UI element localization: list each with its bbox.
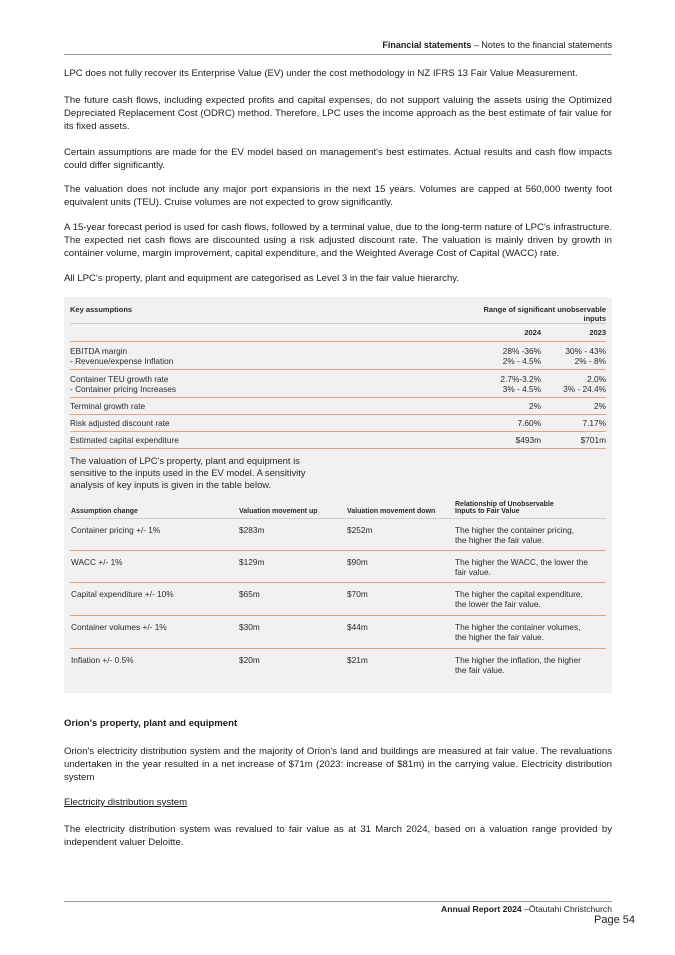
cell-2024-sub: 3% - 4.5% bbox=[502, 384, 541, 394]
table-row bbox=[70, 648, 606, 680]
paragraph-electricity-revaluation: The electricity distribution system was revalued to fair value as at 31 March 2024, based on a valuation range provided by independent valuer Deloitte. bbox=[64, 824, 612, 849]
cell-2024: $493m bbox=[515, 435, 541, 445]
relationship-line1: The higher the WACC, the lower the bbox=[455, 556, 588, 567]
cell-2024: 2% bbox=[529, 401, 541, 411]
row-label: Estimated capital expenditure bbox=[70, 435, 179, 445]
movement-up: $30m bbox=[239, 621, 260, 632]
range-heading: Range of significant unobservable inputs bbox=[483, 305, 606, 323]
row-label: Terminal growth rate bbox=[70, 401, 146, 411]
cell-2024-sub: 2% - 4.5% bbox=[502, 356, 541, 366]
table-row bbox=[70, 342, 606, 370]
footer-report: Annual Report 2024 bbox=[441, 904, 522, 914]
assumption-change: Capital expenditure +/- 10% bbox=[71, 588, 174, 599]
cell-2023: 7.17% bbox=[582, 418, 606, 428]
movement-down: $252m bbox=[347, 524, 373, 535]
cell-2023: 2.0% bbox=[587, 374, 606, 384]
year-2024-heading: 2024 bbox=[524, 328, 541, 337]
relationship-heading-line1: Relationship of Unobservable bbox=[455, 500, 554, 508]
subheading-electricity: Electricity distribution system bbox=[64, 797, 188, 808]
row-sublabel: - Container pricing Increases bbox=[70, 384, 177, 394]
header-subsection: – Notes to the financial statements bbox=[471, 40, 612, 50]
assumption-change: Container pricing +/- 1% bbox=[71, 524, 161, 535]
relationship-line2: the higher the fair value. bbox=[455, 534, 545, 545]
movement-up: $129m bbox=[239, 556, 265, 567]
year-2023-heading: 2023 bbox=[589, 328, 606, 337]
row-label: Container TEU growth rate bbox=[70, 374, 169, 384]
table-row bbox=[70, 582, 606, 615]
paragraph-expansions: The valuation does not include any major port expansions in the next 15 years. Volumes are capped at 560,000 twenty foot equivalent units (TEU). Cruise volumes are not expected to grow significantly. bbox=[64, 184, 612, 209]
movement-down: $90m bbox=[347, 556, 368, 567]
relationship-heading-line2: Inputs to Fair Value bbox=[455, 507, 520, 515]
paragraph-assumptions: Certain assumptions are made for the EV model based on management's best estimates. Actual results and cash flow impacts could differ significantly. bbox=[64, 147, 612, 172]
assumption-change: WACC +/- 1% bbox=[71, 556, 123, 567]
paragraph-level3: All LPC's property, plant and equipment are categorised as Level 3 in the fair value hierarchy. bbox=[64, 273, 460, 284]
movement-down: $70m bbox=[347, 588, 368, 599]
paragraph-odrc: The future cash flows, including expected profits and capital expenses, do not support valuing the assets using the Optimized Depreciated Replacement Cost (ODRC) method. Therefore, LPC uses the income approach as the best estimate of fair value for its fixed assets. bbox=[64, 95, 612, 133]
movement-up: $65m bbox=[239, 588, 260, 599]
movement-down: $21m bbox=[347, 654, 368, 665]
table-row bbox=[70, 518, 606, 550]
key-assumptions-table bbox=[70, 305, 606, 449]
cell-2024: 7.60% bbox=[517, 418, 541, 428]
table-row bbox=[70, 615, 606, 648]
lpc-valuation-panel bbox=[64, 297, 612, 693]
cell-2023-sub: 3% - 24.4% bbox=[563, 384, 606, 394]
table-row bbox=[70, 398, 606, 415]
cell-2023: 30% - 43% bbox=[565, 346, 606, 356]
movement-up: $283m bbox=[239, 524, 265, 535]
table-row bbox=[70, 370, 606, 398]
assumption-change-heading: Assumption change bbox=[71, 507, 138, 515]
assumption-change: Inflation +/- 0.5% bbox=[71, 654, 134, 665]
running-header bbox=[64, 38, 612, 55]
cell-2023-sub: 2% - 8% bbox=[574, 356, 606, 366]
section-heading-orion: Orion's property, plant and equipment bbox=[64, 718, 238, 729]
sensitivity-table bbox=[70, 494, 606, 680]
table-row bbox=[70, 432, 606, 449]
movement-down-heading: Valuation movement down bbox=[347, 507, 436, 515]
table-row bbox=[70, 550, 606, 582]
header-section: Financial statements bbox=[382, 40, 472, 50]
relationship-line1: The higher the capital expenditure, bbox=[455, 588, 583, 599]
cell-2024: 28% -36% bbox=[502, 346, 541, 356]
running-footer bbox=[64, 901, 612, 914]
relationship-line1: The higher the container pricing, bbox=[455, 524, 574, 535]
relationship-line2: the fair value. bbox=[455, 664, 505, 675]
assumption-change: Container volumes +/- 1% bbox=[71, 621, 167, 632]
movement-up-heading: Valuation movement up bbox=[239, 507, 318, 515]
footer-place: –Ōtautahi Christchurch bbox=[521, 904, 612, 914]
row-sublabel: - Revenue/expense Inflation bbox=[70, 356, 174, 366]
paragraph-ev: LPC does not fully recover its Enterprise Value (EV) under the cost methodology in NZ IFRS 13 Fair Value Measurement. bbox=[64, 68, 578, 79]
paragraph-orion-revaluation: Orion's electricity distribution system and the majority of Orion's land and buildings are measured at fair value. The revaluations undertaken in the year resulted in a net increase of $71m (2023: increase of $81m) in the carrying value. Electricity distribution system bbox=[64, 746, 612, 784]
row-label: Risk adjusted discount rate bbox=[70, 418, 170, 428]
relationship-line1: The higher the inflation, the higher bbox=[455, 654, 581, 665]
relationship-line1: The higher the container volumes, bbox=[455, 621, 581, 632]
relationship-line2: the lower the fair value. bbox=[455, 598, 541, 609]
sensitivity-intro: The valuation of LPC's property, plant and equipment is sensitive to the inputs used in the EV model. A sensitivity analysis of key inputs is given in the table below. bbox=[70, 455, 306, 490]
table-row bbox=[70, 415, 606, 432]
cell-2023: $701m bbox=[580, 435, 606, 445]
relationship-line2: fair value. bbox=[455, 566, 491, 577]
key-assumptions-heading: Key assumptions bbox=[70, 305, 133, 314]
movement-up: $20m bbox=[239, 654, 260, 665]
paragraph-forecast: A 15-year forecast period is used for cash flows, followed by a terminal value, due to the long-term nature of LPC's infrastructure. The expected net cash flows are discounted using a risk adjusted discount rate. The valuation is mainly driven by growth in container volume, margin improvement, capital expenditure, and the Weighted Average Cost of Capital (WACC) rate. bbox=[64, 222, 612, 260]
movement-down: $44m bbox=[347, 621, 368, 632]
page-number: Page 54 bbox=[594, 914, 635, 926]
cell-2023: 2% bbox=[594, 401, 606, 411]
cell-2024: 2.7%-3.2% bbox=[500, 374, 541, 384]
row-label: EBITDA margin bbox=[70, 346, 128, 356]
relationship-line2: the higher the fair value. bbox=[455, 631, 545, 642]
